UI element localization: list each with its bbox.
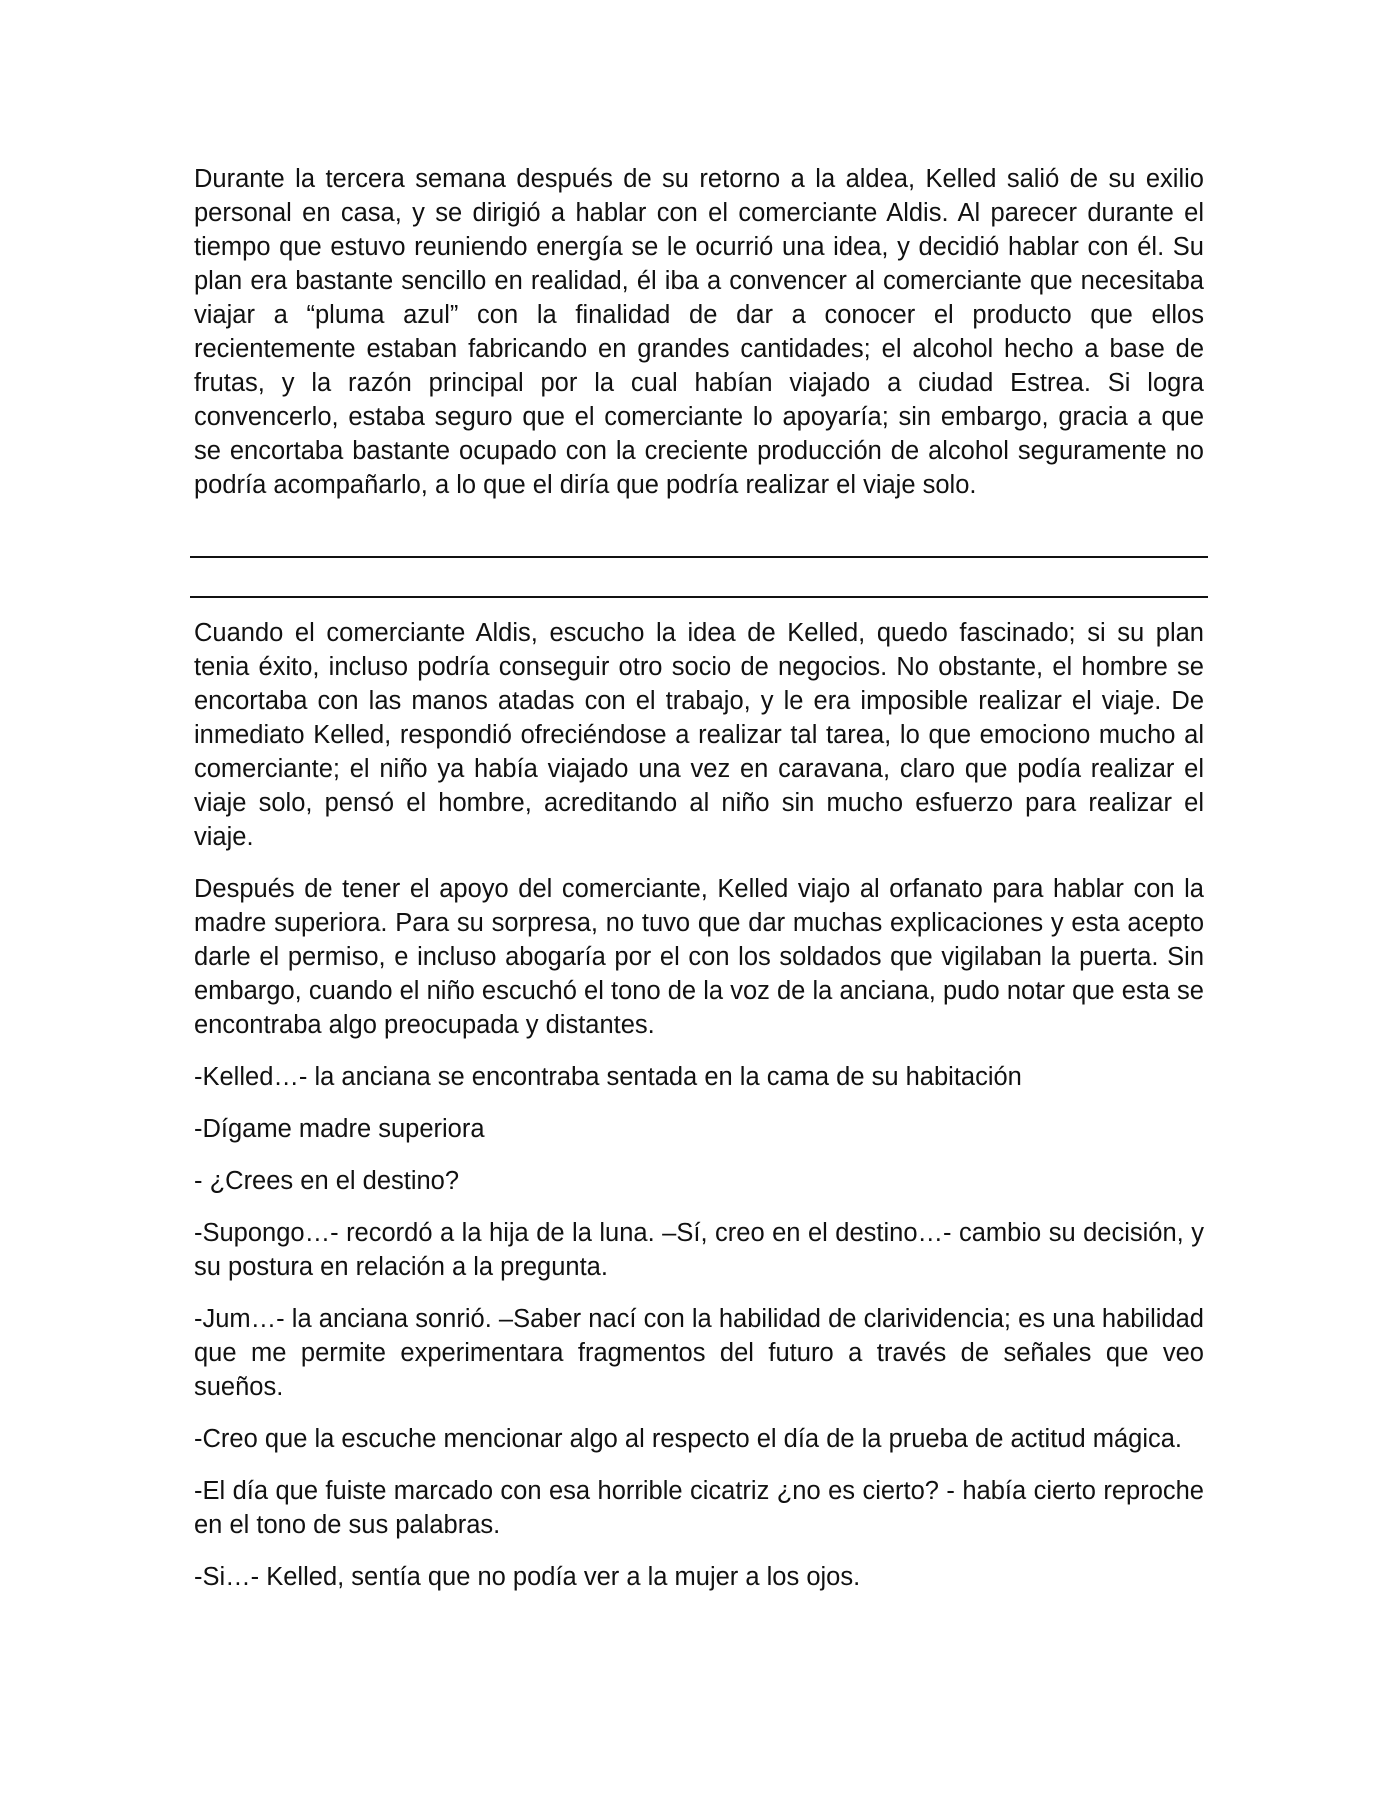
dialogue-line: -El día que fuiste marcado con esa horrible cicatriz ¿no es cierto? - había cierto reproche en el tono de sus palabras.	[194, 1477, 1204, 1539]
paragraph: Durante la tercera semana después de su retorno a la aldea, Kelled salió de su exilio personal en casa, y se dirigió a hablar con el comerciante Aldis. Al parecer durante el tiempo que estuvo reuniendo energía se le ocurrió una idea, y decidió hablar con él. Su plan era bastante sencillo en realidad, él iba a convencer al comerciante que necesitaba viajar a “pluma azul” con la finalidad de dar a conocer el producto que ellos recientemente estaban fabricando en grandes cantidades; el alcohol hecho a base de frutas, y la razón principal por la cual habían viajado a ciudad Estrea. Si logra convencerlo, estaba seguro que el comerciante lo apoyaría; sin embargo, gracia a que se encortaba bastante ocupado con la creciente producción de alcohol seguramente no podría acompañarlo, a lo que el diría que podría realizar el viaje solo.	[194, 165, 1204, 499]
paragraph: Cuando el comerciante Aldis, escucho la idea de Kelled, quedo fascinado; si su plan tenia éxito, incluso podría conseguir otro socio de negocios. No obstante, el hombre se encortaba con las manos atadas con el trabajo, y le era imposible realizar el viaje. De inmediato Kelled, respondió ofreciéndose a realizar tal tarea, lo que emociono mucho al comerciante; el niño ya había viajado una vez en caravana, claro que podía realizar el viaje solo, pensó el hombre, acreditando al niño sin mucho esfuerzo para realizar el viaje.	[194, 619, 1204, 851]
section-divider-top	[190, 556, 1208, 558]
dialogue-line: -Creo que la escuche mencionar algo al respecto el día de la prueba de actitud mágica.	[194, 1425, 1183, 1453]
section-2-text	[194, 616, 1204, 1612]
dialogue-line: -Si…- Kelled, sentía que no podía ver a la mujer a los ojos.	[194, 1563, 861, 1591]
section-1-text	[194, 162, 1204, 502]
paragraph: Después de tener el apoyo del comerciante, Kelled viajo al orfanato para hablar con la madre superiora. Para su sorpresa, no tuvo que dar muchas explicaciones y esta acepto darle el permiso, e incluso abogaría por el con los soldados que vigilaban la puerta. Sin embargo, cuando el niño escuchó el tono de la voz de la anciana, pudo notar que esta se encontraba algo preocupada y distantes.	[194, 875, 1204, 1039]
dialogue-line: -Kelled…- la anciana se encontraba sentada en la cama de su habitación	[194, 1063, 1022, 1091]
section-divider-bottom	[190, 596, 1208, 598]
dialogue-line: - ¿Crees en el destino?	[194, 1167, 460, 1195]
dialogue-line: -Dígame madre superiora	[194, 1115, 485, 1143]
dialogue-line: -Jum…- la anciana sonrió. –Saber nací con la habilidad de clarividencia; es una habilidad que me permite experimentara fragmentos del futuro a través de señales que veo sueños.	[194, 1305, 1204, 1401]
dialogue-line: -Supongo…- recordó a la hija de la luna. –Sí, creo en el destino…- cambio su decisión, y su postura en relación a la pregunta.	[194, 1219, 1204, 1281]
